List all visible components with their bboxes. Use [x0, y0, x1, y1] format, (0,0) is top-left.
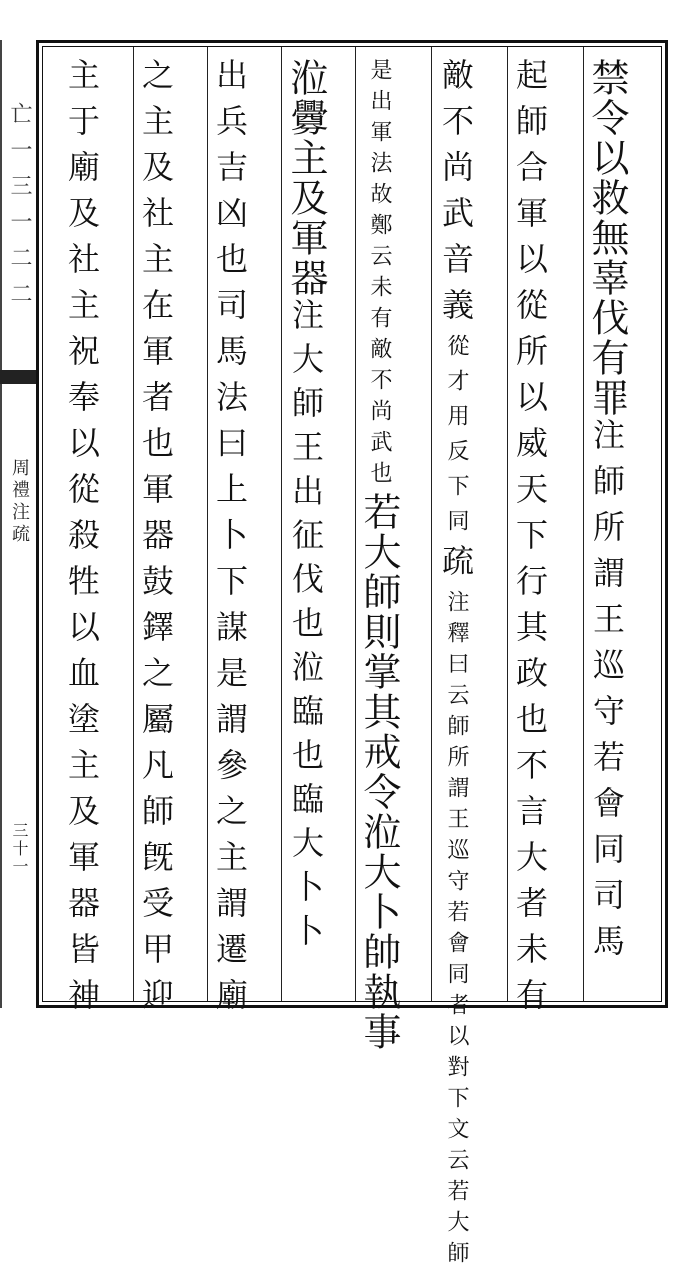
subcommentary-marker: 疏 — [437, 544, 475, 590]
main-text: 禁令以救無辜伐有罪 — [585, 58, 629, 418]
commentary-text: 主于廟及社主祝奉以從殺牲以血塗主及軍器皆神 — [63, 58, 101, 1024]
commentary-text: 師所謂王巡守若會同司馬 — [588, 464, 626, 970]
text-column-7 — [137, 58, 175, 1024]
text-column-3 — [437, 58, 475, 1272]
text-column-6 — [211, 58, 249, 1024]
commentary-text: 敵不尚武音義 — [437, 58, 475, 334]
margin-column — [0, 40, 36, 1008]
commentary-text: 之主及社主在軍者也軍器鼓鐸之屬凡師旣受甲迎 — [137, 58, 175, 1024]
subcommentary-text: 注釋曰云師所謂王巡守若會同者以對下文云若大師 — [444, 590, 469, 1272]
text-column-5 — [284, 58, 328, 958]
column-rule — [507, 47, 508, 1001]
commentary-text: 起師合軍以從所以威天下行其政也不言大者未有 — [511, 58, 549, 1024]
main-text: 若大師則掌其戒令涖大卜帥執事 — [357, 492, 401, 1052]
column-rule — [133, 47, 134, 1001]
inner-frame — [42, 46, 662, 1002]
book-title: 周禮注疏 — [9, 458, 30, 546]
commentary-text: 出兵吉凶也司馬法曰上卜下謀是謂參之主謂遷廟 — [211, 58, 249, 1024]
column-rule — [583, 47, 584, 1001]
text-column-8 — [63, 58, 101, 1024]
commentary-marker: 注 — [588, 418, 626, 464]
text-column-1 — [585, 58, 629, 970]
subcommentary-text: 是出軍法故鄭云未有敵不尚武也 — [367, 58, 392, 492]
column-rule — [207, 47, 208, 1001]
margin-marks: 亡一三一二二 — [7, 102, 32, 318]
phonetic-note: 從才用反下同 — [444, 334, 469, 544]
column-rule — [281, 47, 282, 1001]
commentary-text: 注大師王出征伐也涖臨也臨大卜卜 — [287, 298, 325, 958]
page-number: 三十一 — [10, 822, 29, 876]
column-rule — [431, 47, 432, 1001]
fishtail-band — [0, 370, 36, 384]
main-text: 涖釁主及軍器 — [284, 58, 328, 298]
text-column-2 — [511, 58, 549, 1024]
text-column-4 — [357, 58, 401, 1052]
column-rule — [355, 47, 356, 1001]
